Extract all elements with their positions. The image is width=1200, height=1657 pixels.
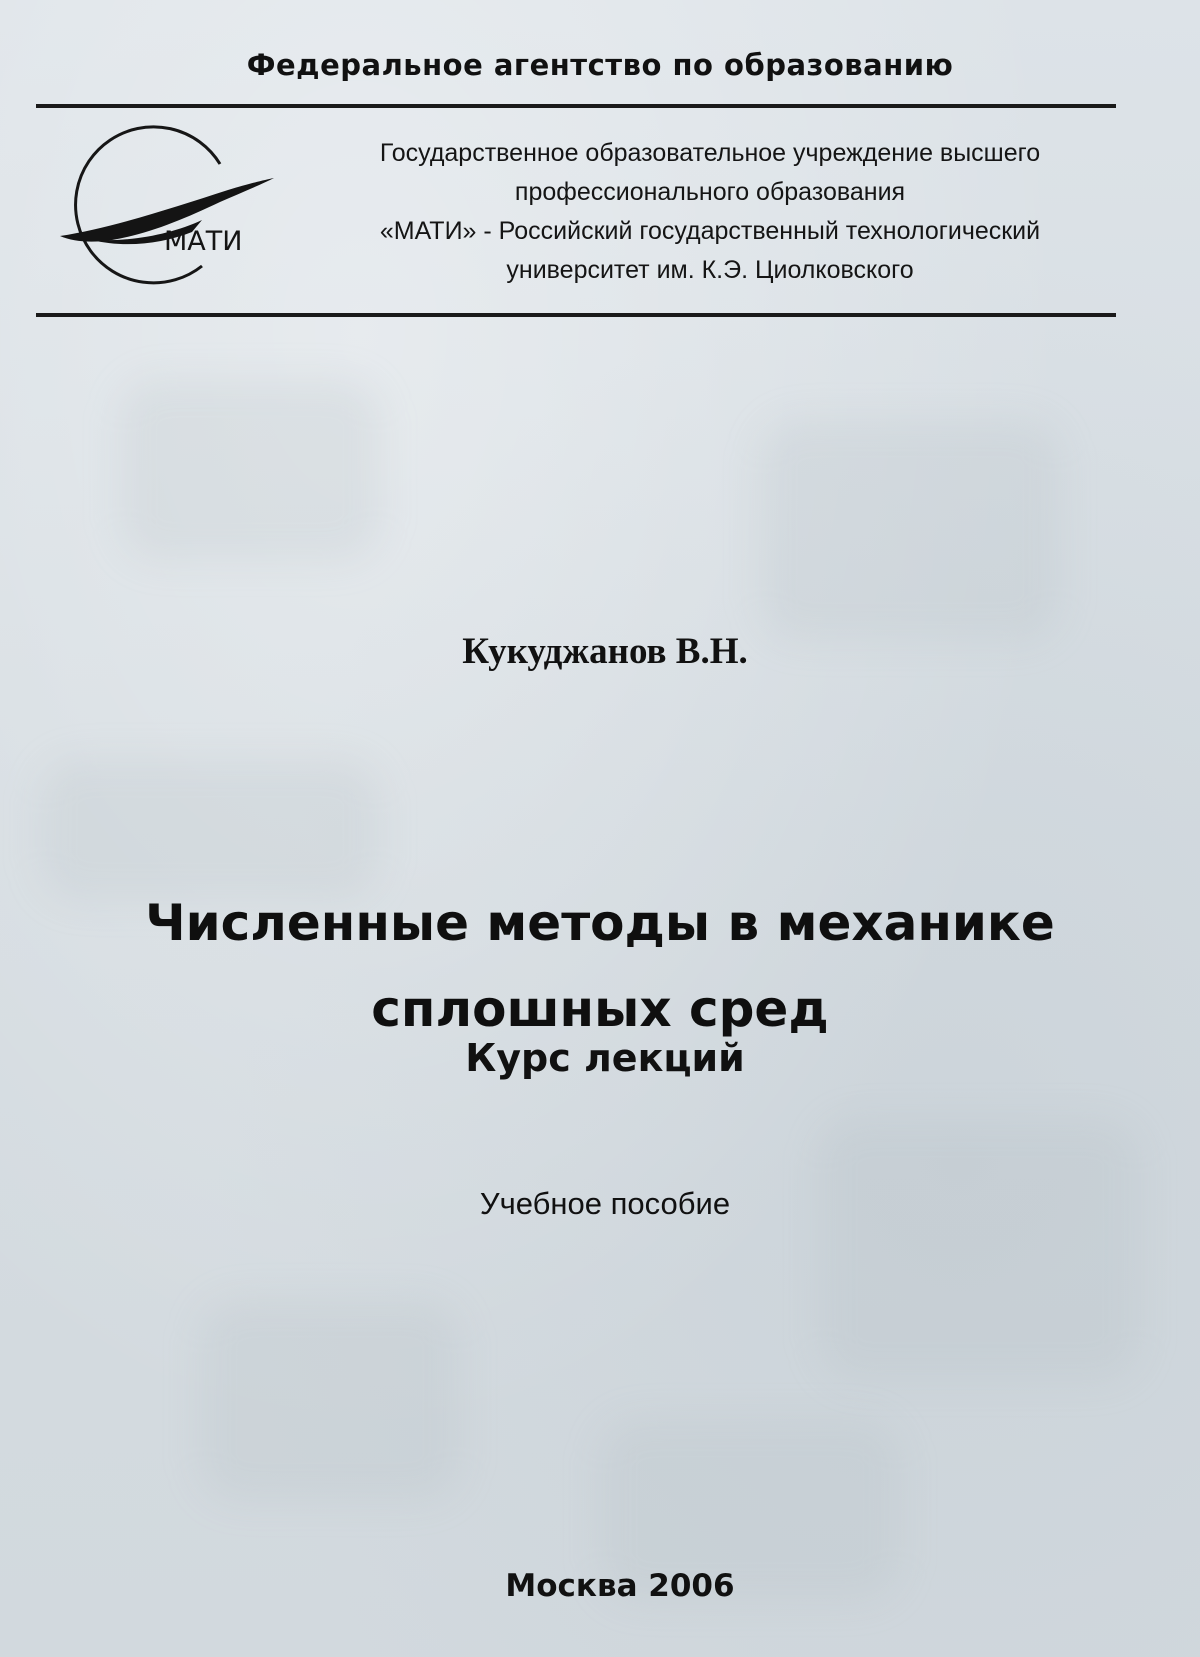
title-line: Численные методы в механике xyxy=(145,894,1055,952)
institution-line: университет им. К.Э. Циолковского xyxy=(506,256,914,284)
book-title xyxy=(0,880,1200,1052)
scan-texture xyxy=(40,760,380,900)
scan-texture xyxy=(200,1300,460,1500)
institution-line: Государственное образовательное учреждение высшего xyxy=(379,139,1041,167)
scan-texture xyxy=(760,420,1060,640)
institution-name xyxy=(300,134,1120,290)
logo-text: МАТИ xyxy=(164,226,243,257)
agency-name: Федеральное агентство по образованию xyxy=(246,48,954,82)
document-type: Учебное пособие xyxy=(479,1186,731,1221)
header-top-rule xyxy=(36,104,1116,108)
institution-line: профессионального образования xyxy=(514,178,906,206)
publication-imprint: Москва 2006 xyxy=(505,1568,735,1604)
institution-line: «МАТИ» - Российский государственный технологический xyxy=(379,217,1041,245)
mati-logo xyxy=(52,124,284,288)
author-name: Кукуджанов В.Н. xyxy=(462,631,748,672)
title-line: сплошных сред xyxy=(371,980,829,1038)
header-bottom-rule xyxy=(36,313,1116,317)
scan-texture xyxy=(820,1120,1140,1380)
book-subtitle: Курс лекций xyxy=(465,1036,745,1080)
scan-texture xyxy=(120,380,380,560)
